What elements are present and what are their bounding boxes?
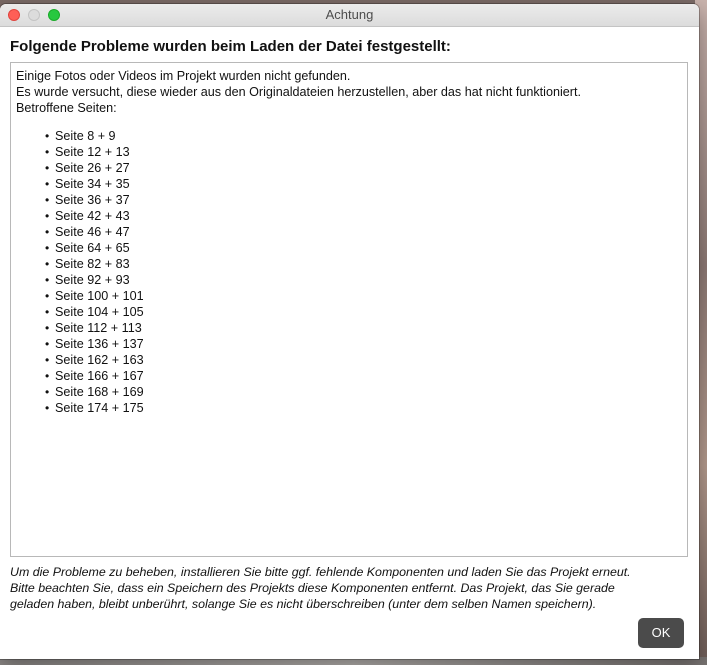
bullet-icon: • [45,321,50,335]
list-item [45,352,682,368]
page-label: Seite 104 + 105 [55,305,144,319]
list-item [45,368,682,384]
bullet-icon: • [45,209,50,223]
intro-line: Es wurde versucht, diese wieder aus den Originaldateien herzustellen, aber das hat nicht funktioniert. [16,85,581,99]
page-label: Seite 174 + 175 [55,401,144,415]
list-item [45,272,682,288]
alert-dialog-window [0,4,699,659]
page-label: Seite 112 + 113 [55,321,142,335]
bullet-icon: • [45,305,50,319]
bullet-icon: • [45,145,50,159]
page-label: Seite 8 + 9 [55,129,116,143]
affected-pages-list [16,128,682,416]
page-label: Seite 136 + 137 [55,337,144,351]
problem-details-textbox[interactable] [10,62,688,557]
intro-line: Betroffene Seiten: [16,101,117,115]
page-label: Seite 64 + 65 [55,241,130,255]
window-title: Achtung [325,7,374,22]
page-label: Seite 34 + 35 [55,177,130,191]
page-label: Seite 168 + 169 [55,385,144,399]
page-label: Seite 92 + 93 [55,273,130,287]
bullet-icon: • [45,257,50,271]
list-item [45,288,682,304]
ok-button[interactable]: OK [638,618,684,648]
bullet-icon: • [45,177,50,191]
page-label: Seite 162 + 163 [55,353,144,367]
list-item [45,256,682,272]
page-label: Seite 26 + 27 [55,161,130,175]
bullet-icon: • [45,353,50,367]
list-item [45,304,682,320]
list-item [45,320,682,336]
list-item [45,208,682,224]
list-item [45,336,682,352]
bullet-icon: • [45,385,50,399]
intro-line: Einige Fotos oder Videos im Projekt wurden nicht gefunden. [16,69,351,83]
list-item [45,224,682,240]
bullet-icon: • [45,337,50,351]
bullet-icon: • [45,129,50,143]
list-item [45,240,682,256]
page-label: Seite 36 + 37 [55,193,130,207]
list-item [45,176,682,192]
bullet-icon: • [45,273,50,287]
dialog-heading: Folgende Probleme wurden beim Laden der Datei festgestellt: [10,38,451,55]
list-item [45,160,682,176]
footer-hint [10,564,690,612]
list-item [45,192,682,208]
bullet-icon: • [45,193,50,207]
list-item [45,144,682,160]
list-item [45,400,682,416]
bullet-icon: • [45,401,50,415]
page-label: Seite 100 + 101 [55,289,144,303]
bullet-icon: • [45,241,50,255]
footer-line: Bitte beachten Sie, dass ein Speichern des Projekts diese Komponenten entfernt. Das Projekt, das Sie gerade [10,581,615,595]
page-label: Seite 46 + 47 [55,225,130,239]
page-label: Seite 166 + 167 [55,369,144,383]
list-item [45,128,682,144]
bullet-icon: • [45,225,50,239]
bullet-icon: • [45,161,50,175]
bullet-icon: • [45,369,50,383]
footer-line: geladen haben, bleibt unberührt, solange Sie es nicht überschreiben (unter dem selben Namen speichern). [10,597,597,611]
list-item [45,384,682,400]
footer-line: Um die Probleme zu beheben, installieren Sie bitte ggf. fehlende Komponenten und laden Sie das Projekt erneut. [10,565,631,579]
page-label: Seite 12 + 13 [55,145,130,159]
page-label: Seite 42 + 43 [55,209,130,223]
bullet-icon: • [45,289,50,303]
title-bar [0,4,699,27]
page-label: Seite 82 + 83 [55,257,130,271]
